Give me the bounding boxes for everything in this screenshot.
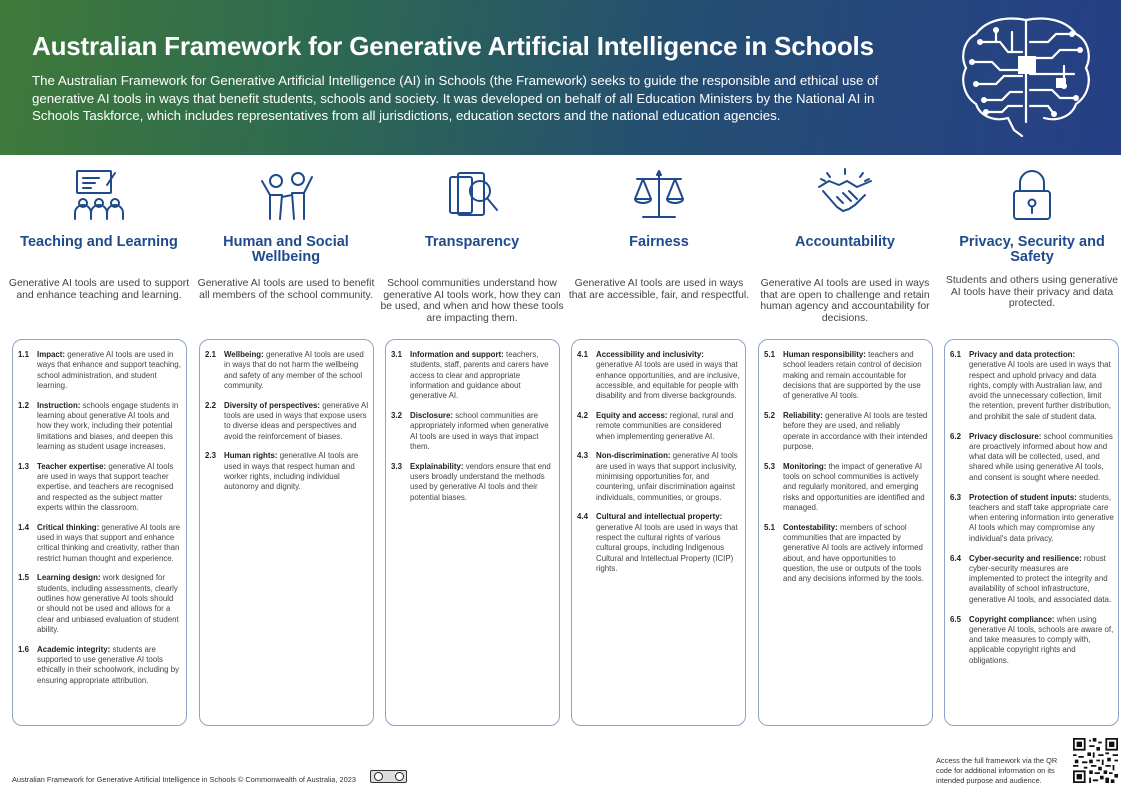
item-number: 6.3	[950, 492, 961, 502]
item-body: generative AI tools are used in ways that respect and uphold privacy and data rights, comply with Australian law, and avoid the unnecessary collection, limit the retention, prevent further distribution, and prohibit the sale of student data.	[969, 360, 1112, 421]
principle-description: Generative AI tools are used in ways that are accessible, fair, and respectful.	[568, 278, 750, 301]
item-label: Copyright compliance:	[969, 614, 1055, 624]
item-text	[410, 462, 555, 503]
item-label: Diversity of perspectives:	[224, 400, 321, 410]
item-number: 3.3	[391, 461, 402, 471]
item-label: Non-discrimination:	[596, 451, 671, 461]
item-number: 6.2	[950, 431, 961, 441]
item-text	[37, 573, 182, 635]
item-label: Critical thinking:	[37, 522, 100, 532]
item-text	[596, 512, 741, 574]
item-text	[969, 350, 1114, 422]
item-text	[37, 350, 182, 391]
item-number: 5.2	[764, 410, 775, 420]
principle-card	[199, 339, 374, 726]
people-wellbeing-icon	[258, 167, 314, 223]
item-label: Cultural and intellectual property:	[596, 512, 723, 522]
item-text	[224, 401, 369, 442]
principle-card	[571, 339, 746, 726]
principle-item	[950, 350, 1114, 422]
principle-title: Transparency	[424, 234, 520, 250]
item-label: Reliability:	[783, 410, 823, 420]
item-body: generative AI tools are used in ways that support and enhance critical thinking and creativity, rather than restrict human thought and experience.	[37, 522, 180, 563]
principle-item	[950, 615, 1114, 666]
handshake-icon	[817, 167, 873, 223]
principle-item	[18, 401, 182, 452]
principle-item	[18, 462, 182, 513]
item-number: 4.1	[577, 350, 588, 359]
item-text	[37, 645, 182, 686]
item-number: 2.1	[205, 350, 216, 359]
circuit-brain-icon	[956, 12, 1096, 137]
page-title: Australian Framework for Generative Artificial Intelligence in Schools	[32, 31, 874, 61]
header-banner	[0, 0, 1121, 155]
principle-item	[577, 411, 741, 442]
item-body: generative AI tools are used in ways that support teacher expertise, and teachers are recognised and respected as the subject matter experts within the classroom.	[37, 461, 174, 512]
principle-item	[18, 645, 182, 686]
item-body: regional, rural and remote communities are considered when implementing generative AI.	[596, 410, 734, 441]
principle-card	[944, 339, 1119, 726]
principle-item	[764, 350, 928, 401]
item-number: 3.2	[391, 410, 402, 420]
item-number: 1.5	[18, 573, 29, 583]
principle-description: Generative AI tools are used to benefit all members of the school community.	[197, 278, 375, 301]
item-label: Teacher expertise:	[37, 461, 107, 471]
item-number: 4.2	[577, 410, 588, 420]
item-label: Accessibility and inclusivity:	[596, 350, 704, 359]
item-label: Human responsibility:	[783, 350, 866, 359]
item-number: 6.5	[950, 614, 961, 624]
principle-item	[950, 432, 1114, 483]
item-text	[969, 493, 1114, 544]
item-number: 1.6	[18, 644, 29, 654]
item-text	[224, 350, 369, 391]
item-body: teachers and school leaders retain control of decision making and remain accountable for decisions that are supported by the use of generative AI tools.	[783, 350, 922, 401]
principle-description: Students and others using generative AI tools have their privacy and data protected.	[945, 275, 1119, 310]
principle-item	[764, 523, 928, 585]
item-body: vendors ensure that end users broadly understand the methods used by generative AI tools and their potential biases.	[410, 461, 551, 502]
item-number: 6.1	[950, 350, 961, 359]
item-text	[783, 523, 928, 585]
item-body: school communities are proactively informed about how and what data will be collected, used, and shared while using generative AI tools, and consent is sought where needed.	[969, 431, 1113, 482]
principle-item	[205, 350, 369, 391]
principle-item	[577, 512, 741, 574]
item-body: school communities are appropriately informed when generative AI tools are used in ways that impact them.	[410, 410, 549, 451]
item-label: Explainability:	[410, 461, 464, 471]
item-body: work designed for students, including assessments, clearly outlines how generative AI tools should or should not be used and allows for a clear and unbiased evaluation of student ability.	[37, 573, 179, 634]
principle-item	[205, 451, 369, 492]
principle-title: Human and Social Wellbeing	[223, 234, 349, 265]
item-text	[783, 462, 928, 513]
principle-description: Generative AI tools are used in ways that are open to challenge and retain human agency and accountability for decisions.	[760, 278, 930, 324]
item-label: Information and support:	[410, 350, 504, 359]
item-text	[783, 411, 928, 452]
item-text	[596, 411, 741, 442]
principle-title: Teaching and Learning	[20, 234, 178, 250]
item-body: when using generative AI tools, schools are aware of, and take measures to comply with, applicable copyright rights and obligations.	[969, 614, 1114, 665]
principle-description: School communities understand how generative AI tools work, how they can be used, and when and how these tools are impacting them.	[380, 278, 564, 324]
item-text	[410, 411, 555, 452]
item-number: 1.3	[18, 461, 29, 471]
item-body: generative AI tools are used in ways that respect the cultural rights of various cultural groups, including Indigenous Cultural and Intellectual Property (ICIP) rights.	[596, 522, 738, 573]
item-number: 1.4	[18, 522, 29, 532]
item-label: Disclosure:	[410, 410, 453, 420]
principle-item	[18, 350, 182, 391]
principle-description: Generative AI tools are used to support and enhance teaching and learning.	[8, 278, 190, 301]
intro-text: The Australian Framework for Generative Artificial Intelligence (AI) in Schools (the Framework) seeks to guide the responsible and ethical use of generative AI tools in ways that benefit students, schools and society. It was developed on behalf of all Education Ministers by the National AI in Schools Taskforce, which includes representatives from all jurisdictions, education sectors and the national education agencies.	[32, 73, 879, 123]
item-text	[969, 615, 1114, 666]
item-label: Wellbeing:	[224, 350, 264, 359]
principle-item	[205, 401, 369, 442]
item-number: 4.3	[577, 451, 588, 461]
item-body: generative AI tools are used in ways that respect human and worker rights, including individual autonomy and dignity.	[224, 451, 359, 492]
item-text	[969, 432, 1114, 483]
qr-code-icon[interactable]	[1073, 738, 1118, 783]
principle-item	[764, 411, 928, 452]
principle-title: Privacy, Security and Safety	[959, 234, 1105, 265]
item-text	[596, 451, 741, 502]
magnifier-documents-icon	[444, 167, 500, 223]
item-body: generative AI tools are used in ways that do not harm the wellbeing and safety of any member of the school community.	[224, 350, 364, 390]
item-label: Instruction:	[37, 400, 81, 410]
principle-item	[577, 350, 741, 401]
principle-title: Accountability	[795, 234, 895, 250]
teaching-presentation-icon	[71, 167, 127, 223]
item-label: Monitoring:	[783, 461, 827, 471]
creative-commons-by-icon	[370, 770, 407, 783]
padlock-icon	[1004, 167, 1060, 223]
principle-item	[18, 523, 182, 564]
item-number: 5.3	[764, 461, 775, 471]
item-label: Human rights:	[224, 451, 278, 461]
principle-item	[950, 493, 1114, 544]
item-number: 5.1	[764, 522, 775, 532]
item-body: robust cyber-security measures are implemented to protect the integrity and availability of school infrastructure, generative AI tools, and associated data.	[969, 553, 1112, 604]
item-number: 1.1	[18, 350, 29, 359]
principle-item	[391, 462, 555, 503]
item-label: Protection of student inputs:	[969, 492, 1077, 502]
item-number: 2.2	[205, 400, 216, 410]
principle-item	[577, 451, 741, 502]
item-label: Cyber-security and resilience:	[969, 553, 1082, 563]
item-label: Privacy disclosure:	[969, 431, 1042, 441]
copyright-notice: Australian Framework for Generative Artificial Intelligence in Schools © Commonwealth of Australia, 2023	[12, 775, 356, 784]
item-body: teachers, students, staff, parents and carers have access to clear and appropriate information and guidance about generative AI.	[410, 350, 549, 401]
item-body: students are supported to use generative AI tools ethically in their schoolwork, including by ensuring appropriate attribution.	[37, 644, 180, 685]
item-label: Contestability:	[783, 522, 838, 532]
item-text	[410, 350, 555, 401]
item-number: 4.4	[577, 512, 588, 522]
scales-icon	[631, 167, 687, 223]
item-text	[37, 523, 182, 564]
item-body: generative AI tools are tested before they are used, and reliably operate in accordance with their intended purpose.	[783, 410, 928, 451]
item-text	[224, 451, 369, 492]
item-body: generative AI tools are used in ways that expose users to diverse ideas and perspectives and avoid the reinforcement of biases.	[224, 400, 369, 441]
principle-card	[385, 339, 560, 726]
item-text	[37, 401, 182, 452]
item-body: students, teachers and staff take appropriate care when entering information into generative AI tools which may compromise any individual's data privacy.	[969, 492, 1114, 543]
item-text	[969, 554, 1114, 605]
qr-note: Access the full framework via the QR code for additional information on its intended purpose and audience.	[936, 756, 1058, 785]
item-label: Learning design:	[37, 573, 101, 583]
item-body: schools engage students in learning about generative AI tools and how they work, including their potential limitations and biases, and deepen this learning as student usage increases.	[37, 400, 179, 451]
principle-item	[18, 573, 182, 635]
principle-card	[758, 339, 933, 726]
principle-item	[391, 350, 555, 401]
principle-item	[764, 462, 928, 513]
principle-card	[12, 339, 187, 726]
item-label: Equity and access:	[596, 410, 668, 420]
principle-item	[391, 411, 555, 452]
item-number: 1.2	[18, 400, 29, 410]
item-text	[596, 350, 741, 401]
item-text	[783, 350, 928, 401]
item-label: Academic integrity:	[37, 644, 111, 654]
item-body: generative AI tools are used in ways that enhance opportunities, and are inclusive, accessible, and equitable for people with disability and from diverse backgrounds.	[596, 360, 740, 401]
item-body: generative AI tools are used in ways that enhance and support teaching, school administration, and student learning.	[37, 350, 181, 390]
item-body: generative AI tools are used in ways that support inclusivity, minimising opportunities for, and countering, unfair discrimination against individuals, communities, or groups.	[596, 451, 738, 502]
item-number: 6.4	[950, 553, 961, 563]
item-number: 5.1	[764, 350, 775, 359]
item-label: Impact:	[37, 350, 66, 359]
principle-item	[950, 554, 1114, 605]
item-body: the impact of generative AI tools on school communities is actively and regularly monitored, and emerging risks and opportunities are identified and managed.	[783, 461, 925, 512]
item-number: 3.1	[391, 350, 402, 359]
principle-title: Fairness	[629, 234, 689, 250]
item-number: 2.3	[205, 451, 216, 461]
item-body: members of school communities that are impacted by generative AI tools are actively informed about, and have opportunities to question, the use or outputs of the tools and any decisions informed by the tools.	[783, 522, 924, 584]
item-text	[37, 462, 182, 513]
item-label: Privacy and data protection:	[969, 350, 1076, 359]
